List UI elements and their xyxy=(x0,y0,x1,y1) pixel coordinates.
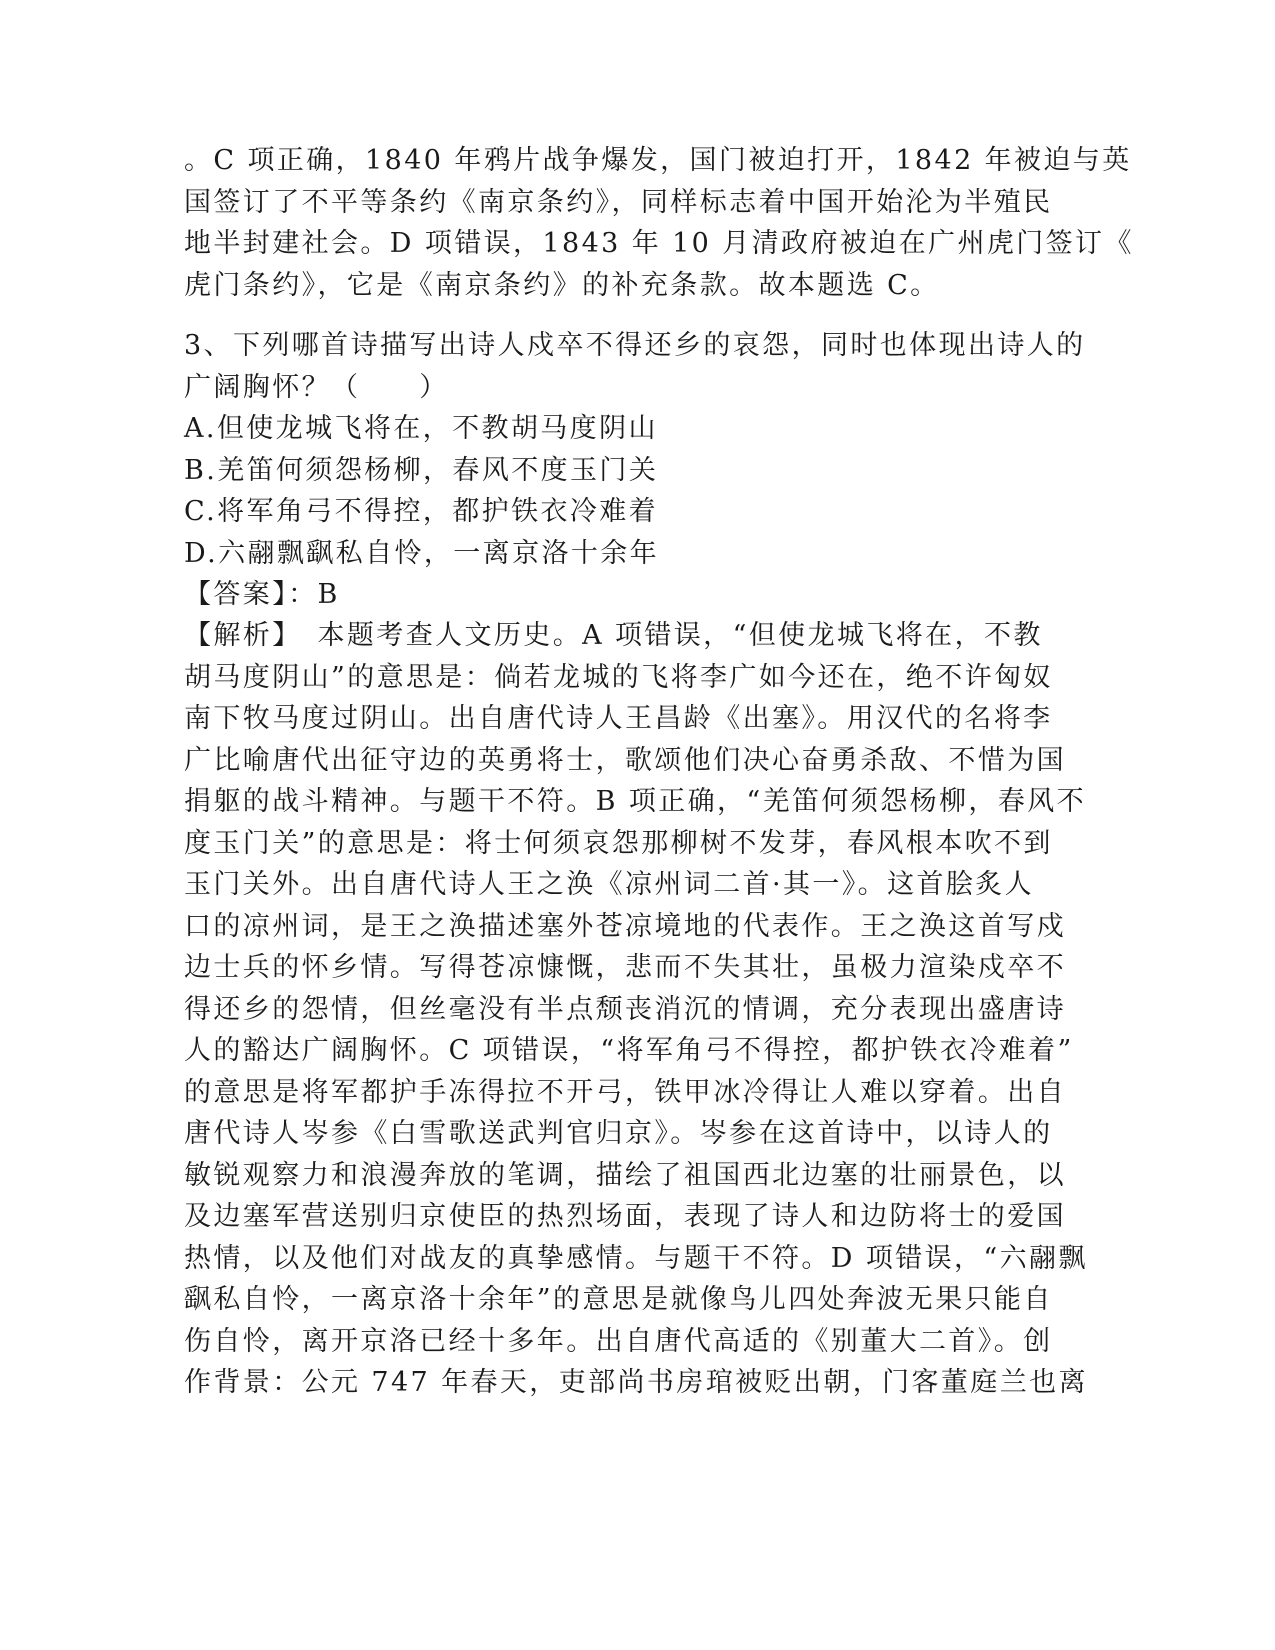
option-a: A.但使龙城飞将在，不教胡马度阴山 xyxy=(184,413,658,444)
analysis-line: 唐代诗人岑参《白雪歌送武判官归京》。岑参在这首诗中，以诗人的 xyxy=(184,1118,1053,1149)
analysis-line: 得还乡的怨情，但丝毫没有半点颓丧消沉的情调，充分表现出盛唐诗 xyxy=(184,994,1066,1025)
option-c: C.将军角弓不得控，都护铁衣冷难着 xyxy=(184,496,659,527)
analysis-line: 胡马度阴山”的意思是：倘若龙城的飞将李广如今还在，绝不许匈奴 xyxy=(184,662,1053,693)
text-line: 虎门条约》，它是《南京条约》的补充条款。故本题选 C。 xyxy=(184,270,940,301)
analysis-line: 伤自怜，离开京洛已经十多年。出自唐代高适的《别董大二首》。创 xyxy=(184,1326,1053,1357)
analysis-line: 玉门关外。出自唐代诗人王之涣《凉州词二首·其一》。这首脍炙人 xyxy=(184,869,1035,900)
option-b: B.羌笛何须怨杨柳，春风不度玉门关 xyxy=(184,455,659,486)
text-line: 地半封建社会。D 项错误，1843 年 10 月清政府被迫在广州虎门签订《 xyxy=(184,228,1134,259)
text-line: 。C 项正确，1840 年鸦片战争爆发，国门被迫打开，1842 年被迫与英 xyxy=(184,145,1132,176)
analysis-line: 飖私自怜，一离京洛十余年”的意思是就像鸟儿四处奔波无果只能自 xyxy=(184,1284,1053,1315)
analysis-line: 及边塞军营送别归京使臣的热烈场面，表现了诗人和边防将士的爱国 xyxy=(184,1201,1066,1232)
analysis-line: 南下牧马度过阴山。出自唐代诗人王昌龄《出塞》。用汉代的名将李 xyxy=(184,703,1053,734)
answer-line: 【答案】：B xyxy=(184,579,340,610)
analysis-line: 热情，以及他们对战友的真挚感情。与题干不符。D 项错误，“六翮飘 xyxy=(184,1243,1088,1274)
option-d: D.六翮飘飖私自怜，一离京洛十余年 xyxy=(184,538,660,569)
text-line: 国签订了不平等条约《南京条约》，同样标志着中国开始沦为半殖民 xyxy=(184,187,1053,218)
analysis-line: 敏锐观察力和浪漫奔放的笔调，描绘了祖国西北边塞的壮丽景色，以 xyxy=(184,1160,1066,1191)
analysis-line: 的意思是将军都护手冻得拉不开弓，铁甲冰冷得让人难以穿着。出自 xyxy=(184,1077,1066,1108)
analysis-line: 【解析】 本题考查人文历史。A 项错误，“但使龙城飞将在，不教 xyxy=(184,620,1043,651)
analysis-line: 边士兵的怀乡情。写得苍凉慷慨，悲而不失其壮，虽极力渲染戍卒不 xyxy=(184,952,1066,983)
question-line: 3、下列哪首诗描写出诗人戍卒不得还乡的哀怨，同时也体现出诗人的 xyxy=(184,330,1086,361)
analysis-line: 捐躯的战斗精神。与题干不符。B 项正确，“羌笛何须怨杨柳，春风不 xyxy=(184,786,1087,817)
analysis-line: 度玉门关”的意思是：将士何须哀怨那柳树不发芽，春风根本吹不到 xyxy=(184,828,1053,859)
analysis-line: 人的豁达广阔胸怀。C 项错误，“将军角弓不得控，都护铁衣冷难着” xyxy=(184,1035,1074,1066)
analysis-line: 广比喻唐代出征守边的英勇将士，歌颂他们决心奋勇杀敌、不惜为国 xyxy=(184,745,1066,776)
analysis-line: 口的凉州词，是王之涣描述塞外苍凉境地的代表作。王之涣这首写戍 xyxy=(184,911,1066,942)
analysis-line: 作背景：公元 747 年春天，吏部尚书房琯被贬出朝，门客董庭兰也离 xyxy=(184,1367,1088,1398)
question-line: 广阔胸怀？（ ） xyxy=(184,372,449,403)
